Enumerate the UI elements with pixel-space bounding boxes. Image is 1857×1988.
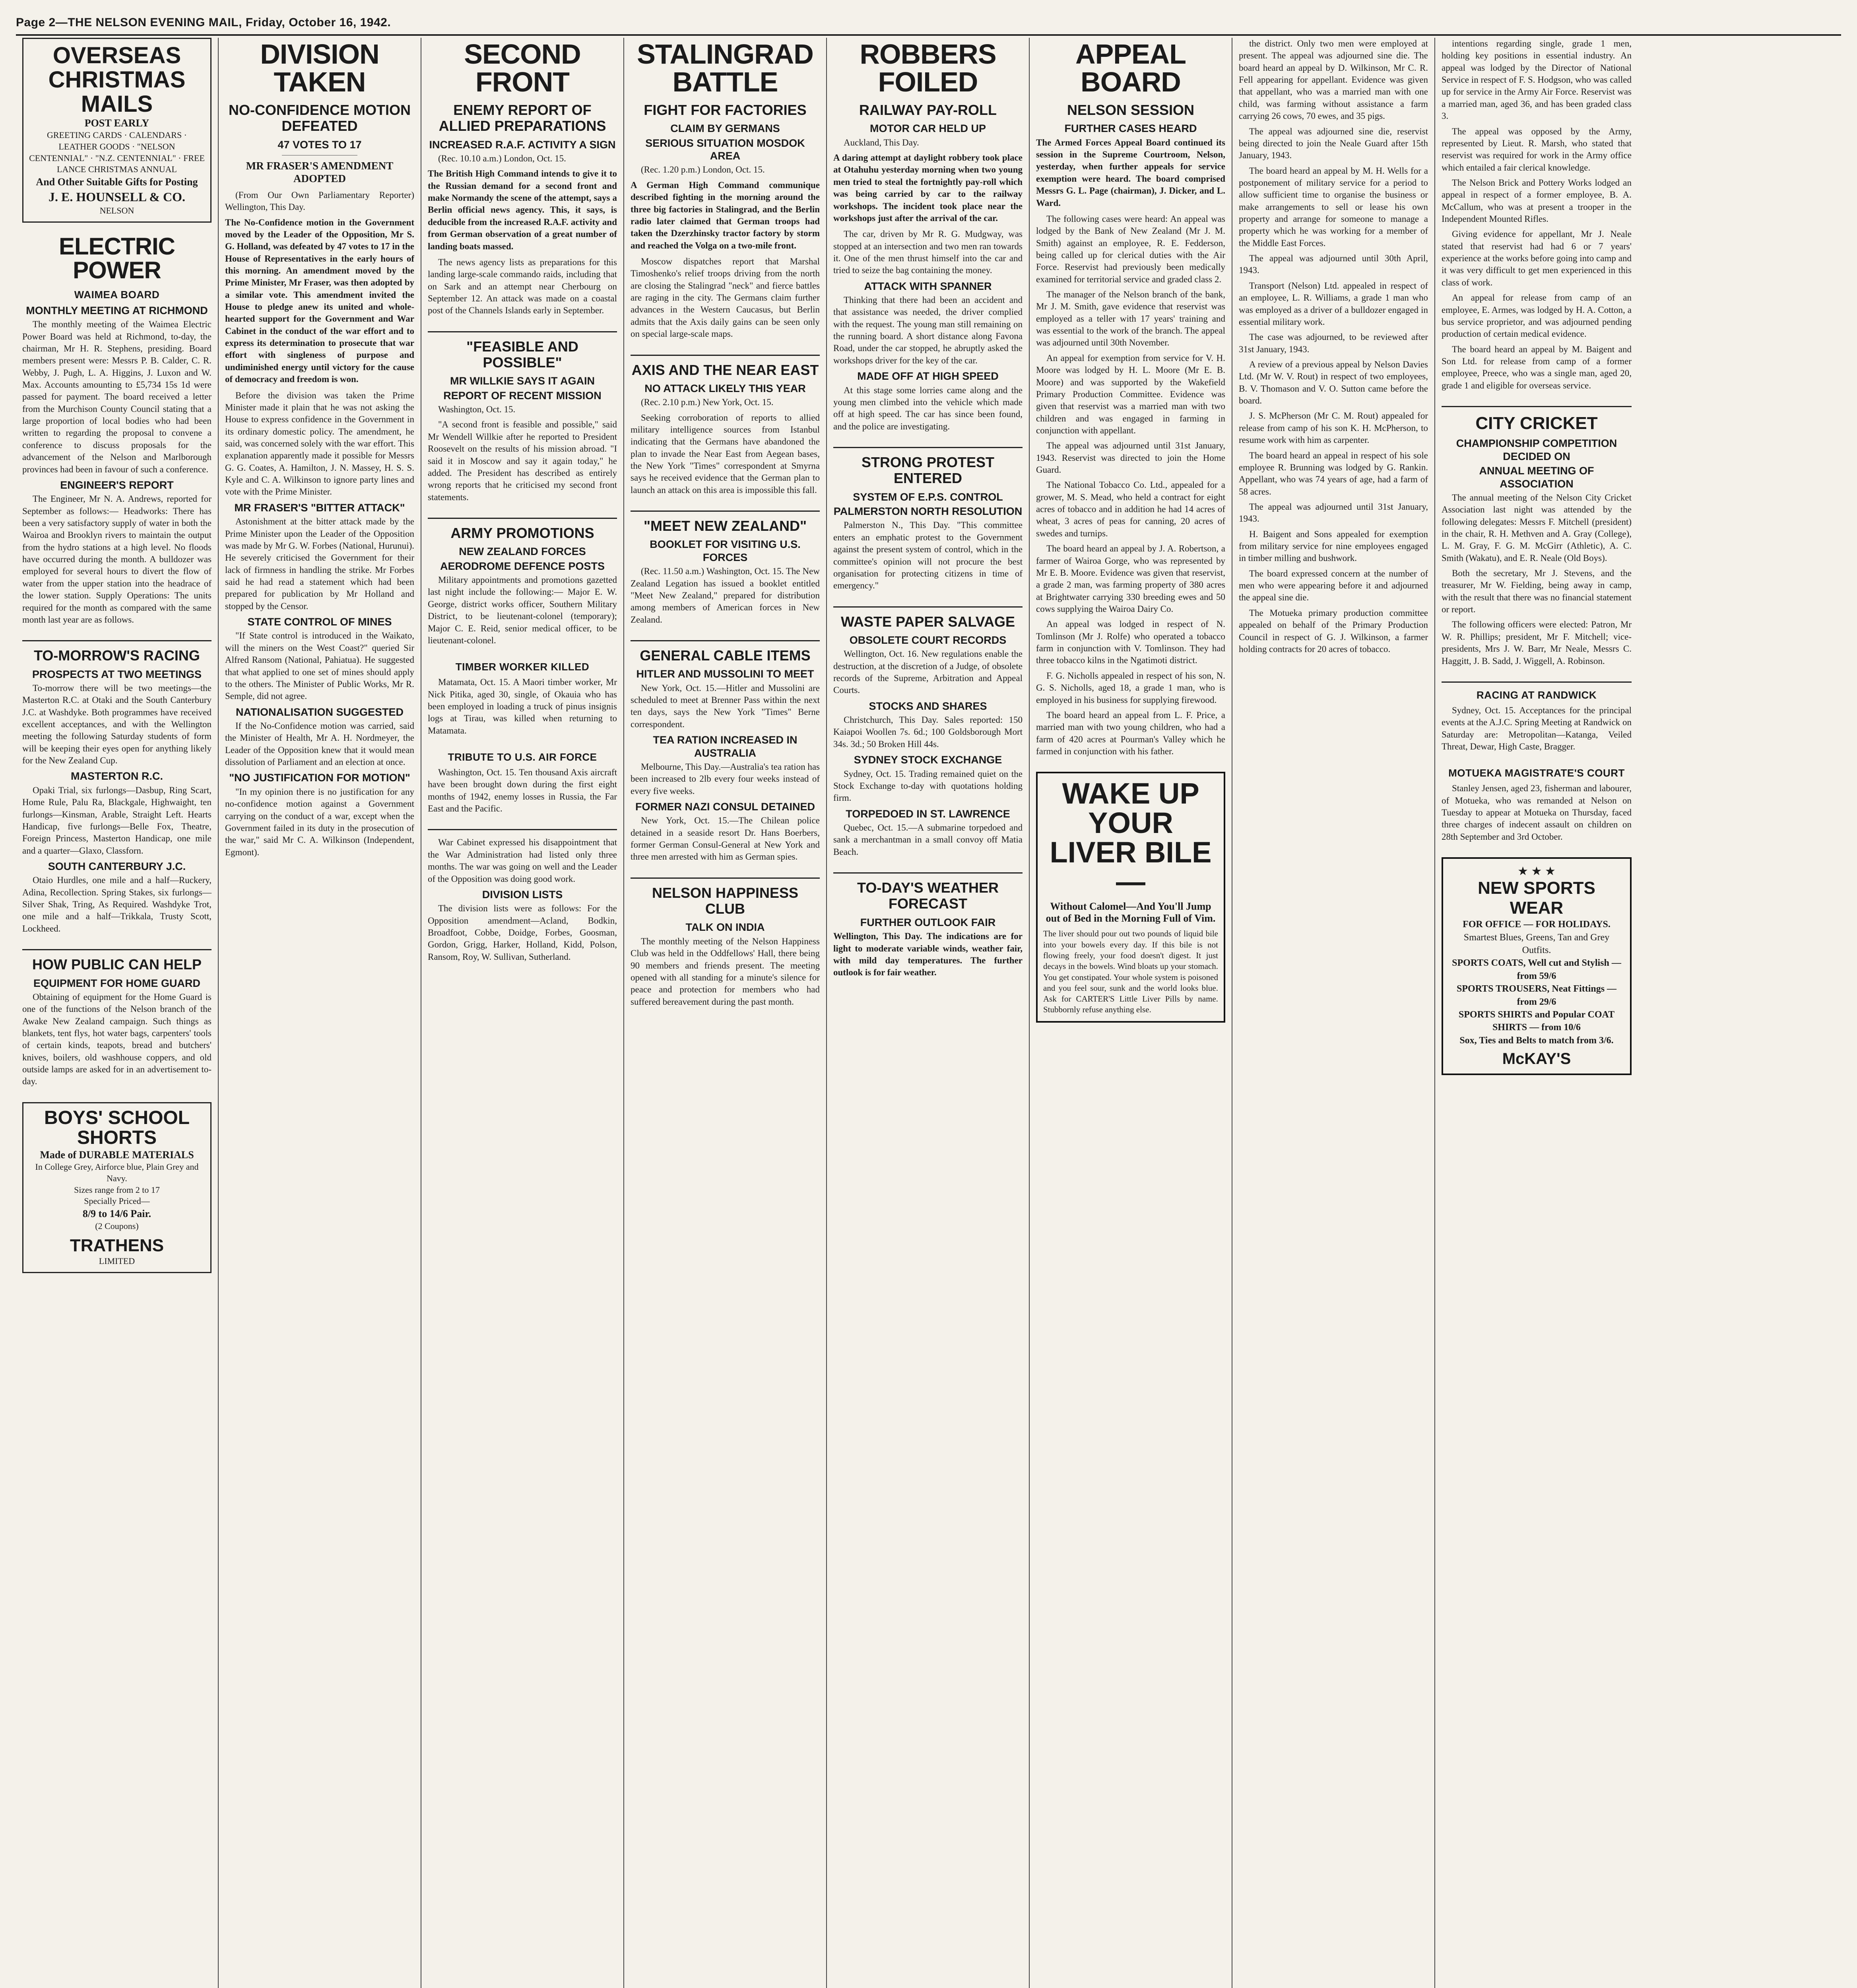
divider <box>22 949 212 950</box>
kicker: SERIOUS SITUATION MOSDOK AREA <box>645 137 805 162</box>
column-3 <box>421 38 624 1988</box>
body-text: Both the secretary, Mr J. Stevens, and the treasurer, Mr W. Fielding, being away in camp, with the result that there was no financial statement or report. <box>1442 568 1632 615</box>
article-second-front <box>428 40 617 317</box>
headline: STRONG PROTEST ENTERED <box>861 454 995 487</box>
lead-text: The Armed Forces Appeal Board continued its session in the Supreme Courtroom, Nelson, yesterday, when further appeals for service exemption were heard. The board comprised Messrs G. L. Page (chairman), J. Dicker, and L. Ward. <box>1036 137 1225 208</box>
body-text: The news agency lists as preparations for this landing large-scale commando raids, including that on Sark and an attempt near Cherbourg on September 12. An attack was made on a coastal post of the Channels Islands early in September. <box>428 257 617 316</box>
subhead: WAIMEA BOARD <box>74 288 160 301</box>
kicker: NEW ZEALAND FORCES <box>459 546 586 558</box>
body-text: The appeal was adjourned until 31st January, 1943. Reservist was directed to join the Home Guard. <box>1036 441 1225 475</box>
article-home-guard <box>22 957 212 1088</box>
body-text: New York, Oct. 15.—The Chilean police detained in a seaside resort Dr. Hans Boerbers, former German Consul-General at New York and three men arrested with him as German spies. <box>631 815 820 862</box>
body-text: An appeal for exemption from service for V. H. Moore was lodged by H. L. Moore (Mr E. B. Moore) and was supported by the Wakefield Primary Production Committee. Evidence was given that reservist was a married man with two children and was engaged in farming in conjunction with appellant. <box>1036 353 1225 435</box>
ad-brand: TRATHENS <box>70 1236 164 1256</box>
body-text: Quebec, Oct. 15.—A submarine torpedoed and sank a merchantman in a small convoy off Matia Beach. <box>833 823 1023 857</box>
body-text: The division lists were as follows: For the Opposition amendment—Acland, Bodkin, Broadfoot, Cobbe, Doidge, Forbes, Goosman, Gordon, Grigg, Harker, Holland, Kidd, Polson, Ransom, Roy, W. Sullivan, Sutherland. <box>428 903 617 962</box>
column-4 <box>624 38 827 1988</box>
ad-line: Sox, Ties and Belts to match from 3/6. <box>1459 1035 1614 1046</box>
article-cable-items <box>631 648 820 863</box>
body-text: Matamata, Oct. 15. A Maori timber worker, Mr Nick Pitika, aged 30, single, of Okauia who has been employed in loading a truck of pinus insignis logs at Tirau, was killed when returning to Matamata. <box>428 677 617 736</box>
body-text: The board heard an appeal by M. H. Wells for a postponement of military service for a period to allow sufficient time to organise the business or make arrangements to sell or lease his own property and arrange for someone to manage a property which he was working for a member of the Middle East Forces. <box>1239 165 1428 248</box>
divider <box>1442 406 1632 407</box>
column-7 <box>1232 38 1435 1988</box>
article-randwick <box>1442 689 1632 753</box>
body-text: Transport (Nelson) Ltd. appealed in respect of an employee, L. R. Williams, a grade 1 man who was employed as a driver of a bulldozer engaged in essential military work. <box>1239 280 1428 327</box>
lead-text: The British High Command intends to give it to the Russian demand for a second front and make Normandy the scene of the attempt, says a Berlin official news agency. This, it says, is deducible from the increased R.A.F. activity and from German observation of a great number of landing boats massed. <box>428 169 617 251</box>
divider <box>631 355 820 356</box>
kicker: CHAMPIONSHIP COMPETITION DECIDED ON <box>1456 437 1617 462</box>
star-icon: ★ ★ ★ <box>1517 865 1556 878</box>
kicker: MASTERTON R.C. <box>70 770 163 782</box>
divider <box>22 640 212 641</box>
ad-line: FOR OFFICE — FOR HOLIDAYS. <box>1463 919 1611 930</box>
article-magistrates-court <box>1442 767 1632 843</box>
body-text: The Nelson Brick and Pottery Works lodged an appeal in respect of a former employee, B. A. McCallum, who was at present a trooper in the Independent Mounted Rifles. <box>1442 177 1632 224</box>
column-5 <box>827 38 1030 1988</box>
kicker: SYSTEM OF E.P.S. CONTROL <box>853 491 1003 503</box>
dateline: (From Our Own Parliamentary Reporter) Wellington, This Day. <box>225 190 414 212</box>
body-text: The board heard an appeal by M. Baigent and Son Ltd. for release from camp of a former employee, Preece, who was a single man, aged 20, grade 1 and eligible for overseas service. <box>1442 344 1632 390</box>
kicker: FURTHER OUTLOOK FAIR <box>860 916 996 928</box>
body-text: The following cases were heard: An appeal was lodged by the Bank of New Zealand (Mr J. M. Smith) against an employee, R. E. Fedderson, being called up for clerical duties with the Air Force. Reservist had previously been medically examined for territorial service and graded class 2. <box>1036 214 1225 284</box>
kicker: ENGINEER'S REPORT <box>60 479 174 491</box>
body-text: J. S. McPherson (Mr C. M. Rout) appealed for release from camp of his son K. H. McPherson, to resume work with him as carpenter. <box>1239 411 1428 445</box>
ad-line: SPORTS COATS, Well cut and Stylish — from 59/6 <box>1452 958 1621 981</box>
column-8 <box>1435 38 1638 1988</box>
kicker: 47 VOTES TO 17 <box>277 138 362 151</box>
headline: ELECTRIC POWER <box>59 233 175 283</box>
body-text: The car, driven by Mr R. G. Mudgway, was stopped at an intersection and two men ran towards it. One of the men thrust himself into the car and tried to seize the bag containing the money. <box>833 229 1023 276</box>
body-text: "In my opinion there is no justification for any no-confidence motion against a Government carrying on the conduct of a war, except when the Government failed in its duty in the prosecution of the war," said Mr C. A. Wilkinson (Independent, Egmont). <box>225 786 414 857</box>
body-text: At this stage some lorries came along and the young men climbed into the vehicle which made off at high speed. The car has since been found, and the police are investigating. <box>833 385 1023 431</box>
headline: "FEASIBLE AND POSSIBLE" <box>466 338 578 371</box>
kicker: PALMERSTON NORTH RESOLUTION <box>833 505 1023 518</box>
article-us-air-force <box>428 751 617 815</box>
article-robbers-foiled <box>833 40 1023 433</box>
deck: MR FRASER'S AMENDMENT ADOPTED <box>246 160 394 185</box>
kicker: TALK ON INDIA <box>685 921 765 934</box>
body-text: The case was adjourned, to be reviewed after 31st January, 1943. <box>1239 332 1428 354</box>
kicker: REPORT OF RECENT MISSION <box>443 389 602 402</box>
kicker: STOCKS AND SHARES <box>869 700 987 712</box>
subhead: FIGHT FOR FACTORIES <box>644 102 807 118</box>
headline: WASTE PAPER SALVAGE <box>840 613 1015 630</box>
body-text: The manager of the Nelson branch of the bank, Mr J. M. Smith, gave evidence that reservist was employed as a teller with 17 years' training and was essential to the work of the branch. The appeal was adjourned until 30th November. <box>1036 289 1225 348</box>
ad-subtitle: Without Calomel—And You'll Jump out of Bed in the Morning Full of Vim. <box>1046 901 1216 924</box>
divider <box>833 606 1023 608</box>
kicker: NO ATTACK LIKELY THIS YEAR <box>644 382 806 394</box>
article-appeal-board-continued <box>1239 38 1428 655</box>
kicker: STATE CONTROL OF MINES <box>247 616 392 628</box>
body-text: (Rec. 11.50 a.m.) Washington, Oct. 15. The New Zealand Legation has issued a booklet entitled "Meet New Zealand," prepared for distribution among members of American forces in New Zealand. <box>631 566 820 625</box>
subhead: NELSON SESSION <box>1067 102 1195 118</box>
kicker: MR WILLKIE SAYS IT AGAIN <box>450 375 595 387</box>
body-text: Sydney, Oct. 15. Trading remained quiet on the Stock Exchange to-day with quotations holding firm. <box>833 769 1023 803</box>
divider <box>1442 681 1632 683</box>
body-text: The board heard an appeal from L. F. Price, a married man with two young children, who had a farm of 420 acres at Pourman's Valley which he farmed in conjunction with his father. <box>1036 710 1225 756</box>
article-happiness-club <box>631 885 820 1008</box>
headline: TRIBUTE TO U.S. AIR FORCE <box>448 751 597 763</box>
headline: APPEAL BOARD <box>1075 39 1186 97</box>
body-text: Wellington, Oct. 16. New regulations enable the destruction, at the discretion of a Judge, of obsolete records of the Supreme, Arbitration and Appeal Courts. <box>833 649 1023 695</box>
subhead: ENEMY REPORT OF ALLIED PREPARATIONS <box>439 102 606 134</box>
body-text: Moscow dispatches report that Marshal Timoshenko's relief troops driving from the north are closing the Stalingrad "neck" and fierce battles are raging in the city. The Germans claim further advances in the Western Caucasus, but Berlin admits that the Axis daily gains can be seen only on special large-scale maps. <box>631 256 820 339</box>
kicker: DIVISION LISTS <box>482 888 563 901</box>
body-text: H. Baigent and Sons appealed for exemption from military service for nine employees engaged in timber milling and bushwork. <box>1239 529 1428 563</box>
column-1 <box>16 38 219 1988</box>
body-text: If the No-Confidence motion was carried, said the Minister of Health, Mr A. H. Nordmeyer, the Leader of the Opposition knew that it would mean dissolution of Parliament and an election at once. <box>225 720 414 767</box>
headline: NELSON HAPPINESS CLUB <box>652 884 799 917</box>
ad-line: (2 Coupons) <box>95 1221 139 1231</box>
body-text: Christchurch, This Day. Sales reported: 150 Kaiapoi Woollen 7s. 6d.; 100 Goldsborough Mort 34s. 3d.; 50 Broken Hill 44s. <box>833 715 1023 749</box>
body-text: The annual meeting of the Nelson City Cricket Association last night was attended by the following delegates: Messrs F. Mitchell (president) in the chair, R. H. Methven and A. Gray (College), L. M. Gray, F. G. M. McGirr (Athletic), A. C. Smith (Wakatu), and E. R. Neale (Old Boys). <box>1442 492 1632 563</box>
headline: ROBBERS FOILED <box>860 39 996 97</box>
kicker: "NO JUSTIFICATION FOR MOTION" <box>229 772 410 784</box>
body-text: A review of a previous appeal by Nelson Davies Ltd. (Mr W. V. Rout) in respect of two employees, B. V. Thomason and V. O. Sutton came before the board. <box>1239 359 1428 406</box>
article-strong-protest <box>833 454 1023 592</box>
divider <box>631 511 820 512</box>
body-text: The National Tobacco Co. Ltd., appealed for a grower, M. S. Mead, who held a contract for eight acres of tobacco and in addition he had 14 acres of wheat, 3 acres of peas for canning, 20 acres of swedes and turnips. <box>1036 480 1225 538</box>
kicker: MADE OFF AT HIGH SPEED <box>857 370 999 382</box>
body-text: the district. Only two men were employed at present. The appeal was adjourned sine die. The board heard an appeal by D. Wilkinson, Mr C. R. Fell appearing for appellant. Evidence was given that appellant, who was a married man with one child, was farming without assistance a farm carrying 26 cows, 70 ewes, and 35 pigs. <box>1239 39 1428 121</box>
ad-title: BOYS' SCHOOL SHORTS <box>44 1107 190 1149</box>
kicker: PROSPECTS AT TWO MEETINGS <box>32 668 202 680</box>
body-text: The Motueka primary production committee appealed on behalf of the Primary Production Council in respect of G. J. Wilkinson, a farmer holding contracts for 20 acres of tobacco. <box>1239 608 1428 654</box>
body-text: Washington, Oct. 15. Ten thousand Axis aircraft have been brought down during the first eight months of 1942, enemy losses in Russia, the Far East and the Pacific. <box>428 767 617 814</box>
ad-subtitle: POST EARLY <box>84 117 149 129</box>
ad-brand: McKAY'S <box>1502 1050 1571 1068</box>
body-text: F. G. Nicholls appealed in respect of his son, N. G. S. Nicholls, aged 18, a grade 1 man, who is employed in his business for supplying firewood. <box>1036 670 1225 705</box>
divider <box>631 640 820 641</box>
headline: "MEET NEW ZEALAND" <box>643 518 807 534</box>
ad-line: Made of DURABLE MATERIALS <box>40 1149 194 1161</box>
ad-title: NEW SPORTS WEAR <box>1478 878 1595 918</box>
ad-shop: J. E. HOUNSELL & CO. <box>48 189 186 204</box>
column-6 <box>1030 38 1232 1988</box>
body-text: Melbourne, This Day.—Australia's tea ration has been increased to 2lb every four weeks instead of every five weeks. <box>631 761 820 796</box>
headline: RACING AT RANDWICK <box>1476 689 1597 701</box>
kicker: TEA RATION INCREASED IN AUSTRALIA <box>653 734 798 759</box>
body-text: "If State control is introduced in the Waikato, will the miners on the West Coast?" queried Sir Alfred Ransom (National, Pahiatua). He suggested that what applied to one set of mines should apply to the others. The Minister of Public Works, Mr R. Semple, did not agree. <box>225 631 414 701</box>
divider <box>428 518 617 519</box>
ad-items: GREETING CARDS · CALENDARS · LEATHER GOODS · "NELSON CENTENNIAL" · "N.Z. CENTENNIAL" · FREE LANCE CHRISTMAS ANNUAL <box>29 130 205 175</box>
body-text: Before the division was taken the Prime Minister made it plain that he was not asking the House to express confidence in the Government in its ordinary domestic policy. The amendment, he said, was concerned solely with the war effort. This explanation apparently made it possible for Messrs G. G. Coates, A. Hamilton, J. N. Massey, H. S. S. Kyle and C. A. Wilkinson to ignore party lines and vote with the Prime Minister. <box>225 390 414 497</box>
kicker: TORPEDOED IN ST. LAWRENCE <box>846 808 1010 820</box>
christmas-mails-ad <box>22 38 212 223</box>
subhead: NO-CONFIDENCE MOTION DEFEATED <box>229 102 411 134</box>
body-text: To-morrow there will be two meetings—the Masterton R.C. at Otaki and the South Canterbury J.C. at Washdyke. Both programmes have received excellent acceptances, and with the Wellington meeting the following Saturday students of form will be keeping their eyes open for anything likely for the New Zealand Cup. <box>22 683 212 766</box>
body-text: The appeal was adjourned until 30th April, 1943. <box>1239 253 1428 276</box>
headline: SECOND FRONT <box>464 39 581 97</box>
body-text: An appeal was lodged in respect of N. Tomlinson (Mr J. Rolfe) who operated a tobacco farm in conjunction with V. Tomlinson. They had three tobacco kilns in the Ngatimoti district. <box>1036 619 1225 666</box>
body-text: The monthly meeting of the Nelson Happiness Club was held in the Oddfellows' Hall, there being 90 members and friends present. The meeting opened with all standing for a minute's silence for peace and protection for members who had suffered bereavement during the past month. <box>631 936 820 1007</box>
body-text: An appeal for release from camp of an employee, E. Armes, was lodged by H. A. Cotton, a bus service proprietor, and was adjourned pending production of certain medical evidence. <box>1442 293 1632 339</box>
article-weather <box>833 880 1023 978</box>
article-army-promotions <box>428 525 617 646</box>
body-text: The board heard an appeal in respect of his sole employee R. Brunning was lodged by G. Rankin. Appellant, who was 74 years of age, had a farm of 58 acres. <box>1239 450 1428 497</box>
kicker: BOOKLET FOR VISITING U.S. FORCES <box>650 538 801 563</box>
ad-line: SPORTS SHIRTS and Popular COAT SHIRTS — from 10/6 <box>1458 1009 1615 1033</box>
divider <box>833 872 1023 874</box>
headline: TO-MORROW'S RACING <box>34 647 200 664</box>
body-text: Otaio Hurdles, one mile and a half—Ruckery, Adina, Recollection. Spring Stakes, six furlongs—Silver Shak, Tring, As Required. Washdyke Trot, one mile and a half—Trikkala, Trusty Scott, Lockheed. <box>22 875 212 934</box>
masthead: Page 2—THE NELSON EVENING MAIL, Friday, October 16, 1942. <box>16 16 1841 36</box>
kicker: ANNUAL MEETING OF ASSOCIATION <box>1479 465 1594 490</box>
article-feasible <box>428 339 617 503</box>
headline: DIVISION TAKEN <box>260 39 379 97</box>
body-text: The appeal was adjourned sine die, reservist being directed to join the Neale Guard after 15th January, 1943. <box>1239 126 1428 161</box>
body-text: The appeal was adjourned until 31st January, 1943. <box>1239 501 1428 524</box>
liver-bile-ad <box>1036 772 1225 1022</box>
divider <box>428 331 617 332</box>
headline: GENERAL CABLE ITEMS <box>640 647 811 664</box>
lead-text: A German High Command communique described fighting in the morning around the three big factories in Stalingrad, and the Berlin radio later claimed that German troops had taken the Dzerzhinsky tractor factory by storm and reached the Volga on a two-mile front. <box>631 180 820 250</box>
dateline: (Rec. 2.10 p.m.) New York, Oct. 15. <box>641 397 774 408</box>
kicker: EQUIPMENT FOR HOME GUARD <box>33 977 200 989</box>
body-text: The monthly meeting of the Waimea Electric Power Board was held at Richmond, to-day, the chairman, Mr H. R. Stephens, presiding. Board members present were: Messrs P. B. Calder, C. R. Webby, J. Pugh, L. A. Higgins, J. Luxon and W. Max. Accounts amounting to £5,734 15s 1d were passed for payment. The board received a letter from the Murchison County Council stating that a large proportion of local bodies who had been written to regarding the proposal to convene a conference to discuss proposals for the advancement of the Nelson and Marlborough provinces had been in favour of such a conference. <box>22 319 212 474</box>
body-text: Opaki Trial, six furlongs—Dasbup, Ring Scart, Home Rule, Palu Ra, Blackgale, Highwaight, ten furlongs—Kinsman, Arable, Straight Left. Hearts Handicap, five furlongs—Belle Fox, Theatre, Foreign Princess, Masterton Handicap, one mile and a quarter—Glaxo, Classforn. <box>22 785 212 856</box>
body-text: "A second front is feasible and possible," said Mr Wendell Willkie after he reported to President Roosevelt on the results of his mission abroad. "I said it in Moscow and say it again today," he added. The President has described as entirely wrong reports that he criticised my second front statements. <box>428 419 617 502</box>
lead-text: A daring attempt at daylight robbery took place at Otahuhu yesterday morning when two young men tried to steal the fortnightly pay-roll which was being carried by car to the railway workshops. The incident took place near the workshops just after the arrival of the car. <box>833 153 1023 223</box>
article-meet-nz <box>631 518 820 626</box>
body-text: Giving evidence for appellant, Mr J. Neale stated that reservist had had 6 or 7 years' experience at the works before going into camp and it was very difficult to get men experienced in this class of work. <box>1442 229 1632 287</box>
article-electric-power <box>22 235 212 626</box>
headline: MOTUEKA MAGISTRATE'S COURT <box>1448 767 1625 779</box>
lead-text: The No-Confidence motion in the Government moved by the Leader of the Opposition, Mr S. G. Holland, was defeated by 47 votes to 17 in the House of Representatives in the early hours of this morning. An amendment moved by the Prime Minister, Mr Fraser, was then adopted by a similar vote. This amendment invited the House to pledge anew its united and whole-hearted support for the Government and War Cabinet in the conduct of the war effort and to express its determination to prosecute that war effort with singleness of purpose and undiminished energy until victory for the cause of democracy and freedom is won. <box>225 217 414 384</box>
body-text: New York, Oct. 15.—Hitler and Mussolini are scheduled to meet at Brenner Pass within the next ten days, says the New York "Times" Berne correspondent. <box>631 683 820 729</box>
body-text: Thinking that there had been an accident and that assistance was needed, the driver complied with the request. The young man still remaining on the running board. A short distance along Favona Road, under the car stopped, he abruptly asked the workshops driver for the key of the car. <box>833 295 1023 365</box>
kicker: HITLER AND MUSSOLINI TO MEET <box>636 668 814 680</box>
body-text: Military appointments and promotions gazetted last night include the following:— Major E. W. George, district works officer, Southern Military District, to be lieutenant-colonel (temporary); Major C. E. Reid, senior medical officer, to be lieutenant-colonel. <box>428 575 617 645</box>
divider <box>631 878 820 879</box>
headline: STALINGRAD BATTLE <box>637 39 813 97</box>
kicker: CLAIM BY GERMANS <box>670 122 780 135</box>
body-text: The following officers were elected: Patron, Mr W. R. Phillips; president, Mr F. Mitchell; vice-presidents, Mrs J. W. Barr, Mr Neale, Messrs C. Haggitt, J. B. Sadd, J. Wiggell, A. Robinson. <box>1442 619 1632 666</box>
body-text: The board heard an appeal by J. A. Robertson, a farmer of Wairoa Gorge, who was represented by Mr E. B. Moore. Evidence was given that reservist, a grade 2 man, was farming property of 380 acres at Brightwater carrying 330 breeding ewes and 50 cows supplying the Wairoa Dairy Co. <box>1036 544 1225 614</box>
columns <box>16 38 1841 1988</box>
kicker: FORMER NAZI CONSUL DETAINED <box>635 800 815 813</box>
kicker: MOTOR CAR HELD UP <box>869 122 986 135</box>
article-appeal-board-end <box>1442 38 1632 392</box>
article-division-taken <box>225 40 414 858</box>
ad-line: In College Grey, Airforce blue, Plain Grey and Navy. <box>35 1162 199 1183</box>
dateline: Auckland, This Day. <box>844 137 919 148</box>
dateline: Washington, Oct. 15. <box>438 404 516 415</box>
dateline: (Rec. 10.10 a.m.) London, Oct. 15. <box>438 153 566 164</box>
headline: CITY CRICKET <box>1475 414 1598 433</box>
body-text: Stanley Jensen, aged 23, fisherman and labourer, of Motueka, who was remanded at Nelson on Tuesday to appear at Motueka on Thursday, faced three charges of indecent assault on children on 28th September and 3rd October. <box>1442 783 1632 842</box>
ad-title: OVERSEAS CHRISTMAS MAILS <box>48 43 186 117</box>
body-text: Obtaining of equipment for the Home Guard is one of the functions of the Nelson branch of the Awake New Zealand campaign. Such things as blankets, tent flys, hot water bags, carpenters' tools of certain kinds, teapots, bread and butchers' knives, boilers, old washhouse coppers, and old outside lamps are asked for in an advertisement to-day. <box>22 992 212 1087</box>
dateline: (Rec. 1.20 p.m.) London, Oct. 15. <box>641 165 765 175</box>
article-timber-worker <box>428 661 617 737</box>
body-text: Seeking corroboration of reports to allied military intelligence sources from Istanbul indicating that the Germans have abandoned the plan to invade the Near East from Aegean bases, the New York "Times" correspondent at Smyrna says he received evidence that the German plan to launch an attack on this area is impossible this fall. <box>631 412 820 495</box>
kicker: INCREASED R.A.F. ACTIVITY A SIGN <box>429 138 616 151</box>
body-text: The Engineer, Mr N. A. Andrews, reported for September as follows:— Headworks: There has been a very satisfactory supply of water in both the Wairoa and Brooklyn rivers to maintain the output from the hydro stations at a high level. No floods have occurred during the month. A bulldozer was employed for several hours to divert the flow of water from the upper station into the headrace of the lower station. Supply Operations: The units required for the month as compared with the same month last year are as follows. <box>22 494 212 625</box>
article-city-cricket <box>1442 414 1632 667</box>
body-text: War Cabinet expressed his disappointment that the War Administration had listed only three months. The war was going on well and the Leader of the Opposition was doing good work. <box>428 837 617 884</box>
body-text: Sydney, Oct. 15. Acceptances for the principal events at the A.J.C. Spring Meeting at Randwick on Saturday are: Metropolitan—Katanga, Veiled Threat, Dewar, High Caste, Bragger. <box>1442 705 1632 751</box>
ad-line: Sizes range from 2 to 17 <box>74 1184 160 1195</box>
kicker: NATIONALISATION SUGGESTED <box>235 706 404 718</box>
headline: HOW PUBLIC CAN HELP <box>32 956 202 973</box>
article-near-east <box>631 362 820 497</box>
article-racing <box>22 648 212 935</box>
school-shorts-ad <box>22 1102 212 1273</box>
kicker: MONTHLY MEETING AT RICHMOND <box>26 304 208 316</box>
kicker: FURTHER CASES HEARD <box>1064 122 1197 135</box>
divider <box>428 829 617 830</box>
ad-line: Smartest Blues, Greens, Tan and Grey Outfits. <box>1463 932 1610 955</box>
ad-more: And Other Suitable Gifts for Posting <box>36 176 198 188</box>
kicker: AERODROME DEFENCE POSTS <box>440 560 605 572</box>
ad-line: SPORTS TROUSERS, Neat Fittings — from 29/6 <box>1456 984 1617 1007</box>
headline: TO-DAY'S WEATHER FORECAST <box>857 879 999 912</box>
divider <box>833 447 1023 448</box>
ad-brand-sub: LIMITED <box>99 1256 135 1266</box>
article-continued <box>428 837 617 963</box>
kicker: SYDNEY STOCK EXCHANGE <box>854 754 1002 766</box>
kicker: MR FRASER'S "BITTER ATTACK" <box>234 501 405 514</box>
subhead: RAILWAY PAY-ROLL <box>859 102 997 118</box>
ad-town: NELSON <box>99 206 134 216</box>
ad-line: Specially Priced— <box>84 1196 150 1206</box>
headline: TIMBER WORKER KILLED <box>455 661 590 673</box>
body-text: Palmerston N., This Day. "This committee enters an emphatic protest to the Government against the present system of control, which in the committee's opinion will not procure the best organisation for protecting citizens in time of emergency." <box>833 520 1023 591</box>
lead-text: Wellington, This Day. The indications are for light to moderate variable winds, weather fair, with mild day temperatures. The further outlook is for fair weather. <box>833 931 1023 978</box>
article-waste-paper <box>833 614 1023 858</box>
body-text: The appeal was opposed by the Army, represented by Lieut. R. Marsh, who stated that reservist was required for work in the Army office which entailed a fair clerical knowledge. <box>1442 126 1632 173</box>
ad-title: WAKE UP YOUR LIVER BILE— <box>1050 777 1212 899</box>
ad-body: The liver should pour out two pounds of liquid bile into your bowels every day. If this bile is not flowing freely, your food doesn't digest. It just decays in the bowels. Wind bloats up your stomach. You get constipated. Your whole system is poisoned and you feel sour, sunk and the world looks blue. Ask for CARTER'S Little Liver Pills by name. Stubbornly refuse anything else. <box>1043 929 1218 1015</box>
sports-wear-ad <box>1442 857 1632 1075</box>
kicker: ATTACK WITH SPANNER <box>864 280 992 292</box>
body-text: Astonishment at the bitter attack made by the Prime Minister upon the Leader of the Opposition was made by Mr G. W. Forbes (National, Hurunui). He severely criticised the Government for their lack of firmness in handling the strike. Mr Forbes said he had read a statement which had been prepared for publication by Mr Holland and stopped by the Censor. <box>225 516 414 611</box>
kicker: OBSOLETE COURT RECORDS <box>849 634 1007 646</box>
body-text: The board expressed concern at the number of men who were appearing before it and adjourned the appeal sine die. <box>1239 568 1428 603</box>
ad-price: 8/9 to 14/6 Pair. <box>82 1208 151 1219</box>
kicker: SOUTH CANTERBURY J.C. <box>48 860 186 872</box>
body-text: intentions regarding single, grade 1 men, holding key positions in essential industry. An appeal was lodged by the Director of National Service in respect of F. S. Hodgson, who was called up for service in the Army Air Force. Reservist was a married man, aged 36, and has been graded class 3. <box>1442 39 1632 121</box>
headline: ARMY PROMOTIONS <box>450 524 594 541</box>
article-appeal-board <box>1036 40 1225 757</box>
column-2 <box>219 38 421 1988</box>
article-stalingrad <box>631 40 820 340</box>
headline: AXIS AND THE NEAR EAST <box>631 361 819 378</box>
